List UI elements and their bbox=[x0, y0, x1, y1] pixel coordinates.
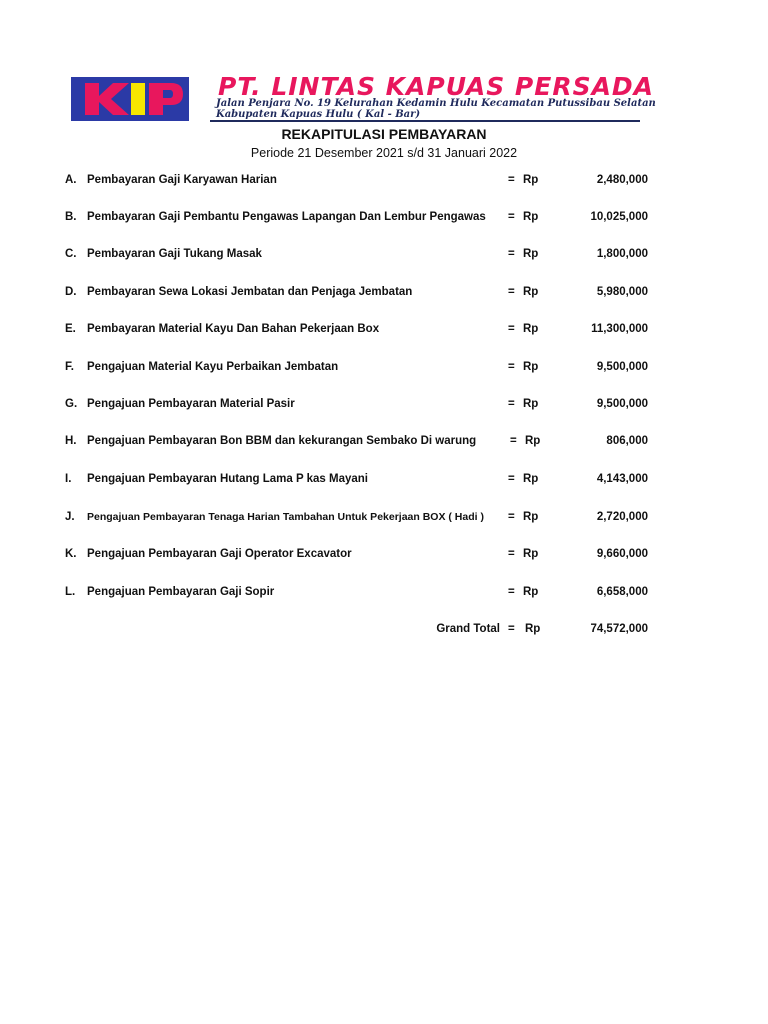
item-equals: = bbox=[508, 286, 515, 298]
item-currency: Rp bbox=[523, 548, 539, 560]
item-currency: Rp bbox=[523, 323, 539, 335]
item-equals: = bbox=[508, 473, 515, 485]
item-currency: Rp bbox=[523, 286, 539, 298]
item-description: Pengajuan Pembayaran Tenaga Harian Tambahan Untuk Pekerjaan BOX ( Hadi ) bbox=[87, 511, 484, 523]
item-letter: C. bbox=[65, 248, 77, 260]
payment-row bbox=[0, 361, 768, 381]
address-line-2: Kabupaten Kapuas Hulu ( Kal - Bar) bbox=[216, 109, 421, 120]
item-letter: H. bbox=[65, 435, 77, 447]
item-amount: 2,480,000 bbox=[596, 174, 648, 186]
item-amount: 5,980,000 bbox=[596, 286, 648, 298]
item-equals: = bbox=[508, 174, 515, 186]
item-letter: L. bbox=[65, 586, 76, 598]
payment-row bbox=[0, 586, 768, 606]
company-address bbox=[216, 98, 656, 120]
item-letter: K. bbox=[65, 548, 77, 560]
address-line-1: Jalan Penjara No. 19 Kelurahan Kedamin Hulu Kecamatan Putussibau Selatan bbox=[216, 98, 656, 109]
item-currency: Rp bbox=[523, 211, 539, 223]
payment-row bbox=[0, 511, 768, 531]
document-title: REKAPITULASI PEMBAYARAN bbox=[281, 126, 487, 142]
item-amount: 4,143,000 bbox=[596, 473, 648, 485]
item-amount: 2,720,000 bbox=[596, 511, 648, 523]
header-divider bbox=[210, 120, 640, 122]
item-equals: = bbox=[508, 211, 515, 223]
item-amount: 1,800,000 bbox=[596, 248, 648, 260]
item-equals: = bbox=[510, 435, 517, 447]
item-amount: 806,000 bbox=[606, 435, 648, 447]
item-description: Pembayaran Gaji Tukang Masak bbox=[87, 248, 262, 260]
item-description: Pengajuan Pembayaran Hutang Lama P kas Mayani bbox=[87, 473, 369, 485]
item-description: Pengajuan Pembayaran Gaji Sopir bbox=[87, 586, 275, 598]
item-letter: J. bbox=[65, 511, 75, 523]
company-name: PT. LINTAS KAPUAS PERSADA bbox=[218, 72, 655, 101]
payment-row bbox=[0, 473, 768, 493]
item-description: Pengajuan Pembayaran Material Pasir bbox=[87, 398, 295, 410]
item-amount: 11,300,000 bbox=[591, 323, 648, 335]
item-letter: E. bbox=[65, 323, 76, 335]
payment-row bbox=[0, 174, 768, 194]
item-currency: Rp bbox=[523, 361, 539, 373]
item-equals: = bbox=[508, 361, 515, 373]
payment-row bbox=[0, 248, 768, 268]
item-currency: Rp bbox=[525, 435, 541, 447]
item-description: Pembayaran Material Kayu Dan Bahan Pekerjaan Box bbox=[87, 323, 380, 335]
item-description: Pembayaran Sewa Lokasi Jembatan dan Penjaga Jembatan bbox=[87, 286, 413, 298]
payment-row bbox=[0, 398, 768, 418]
item-amount: 9,500,000 bbox=[596, 398, 648, 410]
item-description: Pembayaran Gaji Pembantu Pengawas Lapangan Dan Lembur Pengawas bbox=[87, 211, 486, 223]
payment-row bbox=[0, 211, 768, 231]
payment-row bbox=[0, 286, 768, 306]
payment-row bbox=[0, 548, 768, 568]
grand-total-row bbox=[0, 623, 768, 643]
item-letter: B. bbox=[65, 211, 77, 223]
item-equals: = bbox=[508, 586, 515, 598]
item-letter: D. bbox=[65, 286, 77, 298]
item-currency: Rp bbox=[523, 586, 539, 598]
item-equals: = bbox=[508, 548, 515, 560]
item-currency: Rp bbox=[523, 174, 539, 186]
item-letter: G. bbox=[65, 398, 78, 410]
grand-total-amount: 74,572,000 bbox=[590, 623, 648, 635]
item-currency: Rp bbox=[523, 473, 539, 485]
item-description: Pengajuan Pembayaran Bon BBM dan kekurangan Sembako Di warung bbox=[87, 435, 477, 447]
item-amount: 10,025,000 bbox=[590, 211, 648, 223]
item-equals: = bbox=[508, 248, 515, 260]
item-amount: 6,658,000 bbox=[596, 586, 648, 598]
item-equals: = bbox=[508, 398, 515, 410]
grand-total-label: Grand Total bbox=[436, 623, 500, 635]
company-logo bbox=[71, 77, 189, 121]
payment-row bbox=[0, 323, 768, 343]
document-period: Periode 21 Desember 2021 s/d 31 Januari 2022 bbox=[250, 146, 518, 160]
item-currency: Rp bbox=[523, 511, 539, 523]
item-equals: = bbox=[508, 511, 515, 523]
item-letter: A. bbox=[65, 174, 77, 186]
item-letter: F. bbox=[65, 361, 74, 373]
grand-total-currency: Rp bbox=[525, 623, 541, 635]
item-letter: I. bbox=[65, 473, 72, 485]
item-amount: 9,500,000 bbox=[596, 361, 648, 373]
item-equals: = bbox=[508, 323, 515, 335]
item-currency: Rp bbox=[523, 248, 539, 260]
item-description: Pengajuan Material Kayu Perbaikan Jembatan bbox=[87, 361, 339, 373]
grand-total-equals: = bbox=[508, 623, 515, 635]
item-description: Pembayaran Gaji Karyawan Harian bbox=[87, 174, 277, 186]
item-description: Pengajuan Pembayaran Gaji Operator Excavator bbox=[87, 548, 352, 560]
item-amount: 9,660,000 bbox=[596, 548, 648, 560]
item-currency: Rp bbox=[523, 398, 539, 410]
payment-row bbox=[0, 435, 768, 455]
